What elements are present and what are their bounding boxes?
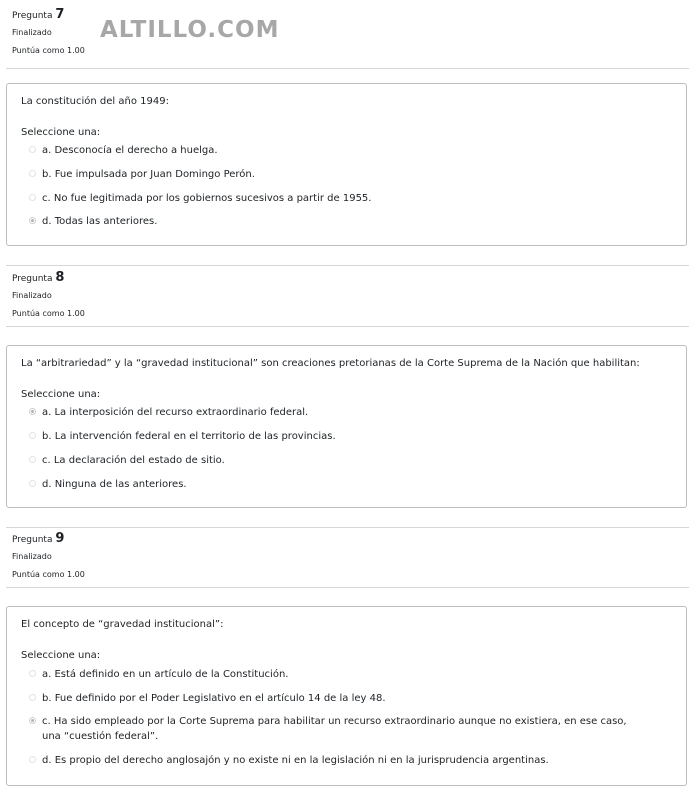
radio-button[interactable] bbox=[29, 756, 36, 763]
radio-button[interactable] bbox=[29, 480, 36, 487]
answer-option[interactable] bbox=[29, 667, 662, 682]
question-text: La constitución del año 1949: bbox=[21, 96, 169, 107]
radio-button[interactable] bbox=[29, 456, 36, 463]
option-label: c. La declaración del estado de sitio. bbox=[42, 455, 225, 466]
question-number-value: 9 bbox=[55, 531, 65, 546]
answer-option[interactable] bbox=[29, 714, 642, 744]
watermark: ALTILLO.COM bbox=[100, 17, 280, 43]
question-status: Finalizado bbox=[12, 552, 52, 561]
divider bbox=[6, 587, 689, 588]
option-label: c. No fue legitimada por los gobiernos sucesivos a partir de 1955. bbox=[42, 193, 372, 204]
radio-button-selected[interactable] bbox=[29, 717, 36, 724]
answer-option[interactable] bbox=[29, 191, 662, 206]
divider bbox=[6, 326, 689, 327]
option-label: a. Está definido en un artículo de la Constitución. bbox=[42, 669, 289, 680]
option-label: b. La intervención federal en el territorio de las provincias. bbox=[42, 431, 336, 442]
answer-option[interactable] bbox=[29, 214, 662, 229]
question-label: Pregunta bbox=[12, 11, 53, 21]
radio-button[interactable] bbox=[29, 146, 36, 153]
question-status: Finalizado bbox=[12, 28, 52, 37]
option-label: a. Desconocía el derecho a huelga. bbox=[42, 145, 218, 156]
divider bbox=[6, 527, 689, 528]
select-prompt: Seleccione una: bbox=[21, 650, 101, 661]
answer-option[interactable] bbox=[29, 143, 662, 158]
question-number bbox=[12, 9, 85, 22]
question-score: Puntúa como 1.00 bbox=[12, 309, 85, 318]
question-info-7 bbox=[12, 9, 85, 56]
divider bbox=[6, 265, 689, 266]
radio-button-selected[interactable] bbox=[29, 217, 36, 224]
select-prompt: Seleccione una: bbox=[21, 389, 101, 400]
divider bbox=[6, 68, 689, 69]
question-number bbox=[12, 533, 85, 546]
radio-button-selected[interactable] bbox=[29, 408, 36, 415]
answer-option[interactable] bbox=[29, 453, 662, 468]
question-number bbox=[12, 272, 85, 285]
option-label: d. Ninguna de las anteriores. bbox=[42, 479, 187, 490]
radio-button[interactable] bbox=[29, 170, 36, 177]
question-status: Finalizado bbox=[12, 291, 52, 300]
option-label: c. Ha sido empleado por la Corte Suprema para habilitar un recurso extraordinario aunque no existiera, en ese caso, una “cuestión federal”. bbox=[42, 716, 627, 742]
question-number-value: 8 bbox=[55, 270, 65, 285]
answer-option[interactable] bbox=[29, 429, 662, 444]
answer-option[interactable] bbox=[29, 691, 662, 706]
option-label: a. La interposición del recurso extraordinario federal. bbox=[42, 407, 309, 418]
question-text: El concepto de “gravedad institucional”: bbox=[21, 619, 224, 630]
option-label: b. Fue impulsada por Juan Domingo Perón. bbox=[42, 169, 255, 180]
select-prompt: Seleccione una: bbox=[21, 127, 101, 138]
question-card-7 bbox=[6, 83, 687, 246]
option-label: b. Fue definido por el Poder Legislativo en el artículo 14 de la ley 48. bbox=[42, 693, 386, 704]
radio-button[interactable] bbox=[29, 194, 36, 201]
radio-button[interactable] bbox=[29, 694, 36, 701]
option-label: d. Es propio del derecho anglosajón y no existe ni en la legislación ni en la jurisprudencia argentinas. bbox=[42, 755, 549, 766]
answer-option[interactable] bbox=[29, 167, 662, 182]
question-card-8 bbox=[6, 345, 687, 508]
question-text: La “arbitrariedad” y la “gravedad institucional” son creaciones pretorianas de la Corte Suprema de la Nación que habilitan: bbox=[21, 358, 640, 369]
question-label: Pregunta bbox=[12, 274, 53, 284]
question-label: Pregunta bbox=[12, 535, 53, 545]
answer-option[interactable] bbox=[29, 405, 662, 420]
radio-button[interactable] bbox=[29, 432, 36, 439]
answer-option[interactable] bbox=[29, 477, 662, 492]
question-score: Puntúa como 1.00 bbox=[12, 570, 85, 579]
question-info-8 bbox=[12, 272, 85, 319]
question-score: Puntúa como 1.00 bbox=[12, 46, 85, 55]
option-label: d. Todas las anteriores. bbox=[42, 216, 158, 227]
question-info-9 bbox=[12, 533, 85, 580]
answer-option[interactable] bbox=[29, 753, 662, 768]
question-card-9 bbox=[6, 606, 687, 786]
radio-button[interactable] bbox=[29, 670, 36, 677]
question-number-value: 7 bbox=[55, 7, 65, 22]
